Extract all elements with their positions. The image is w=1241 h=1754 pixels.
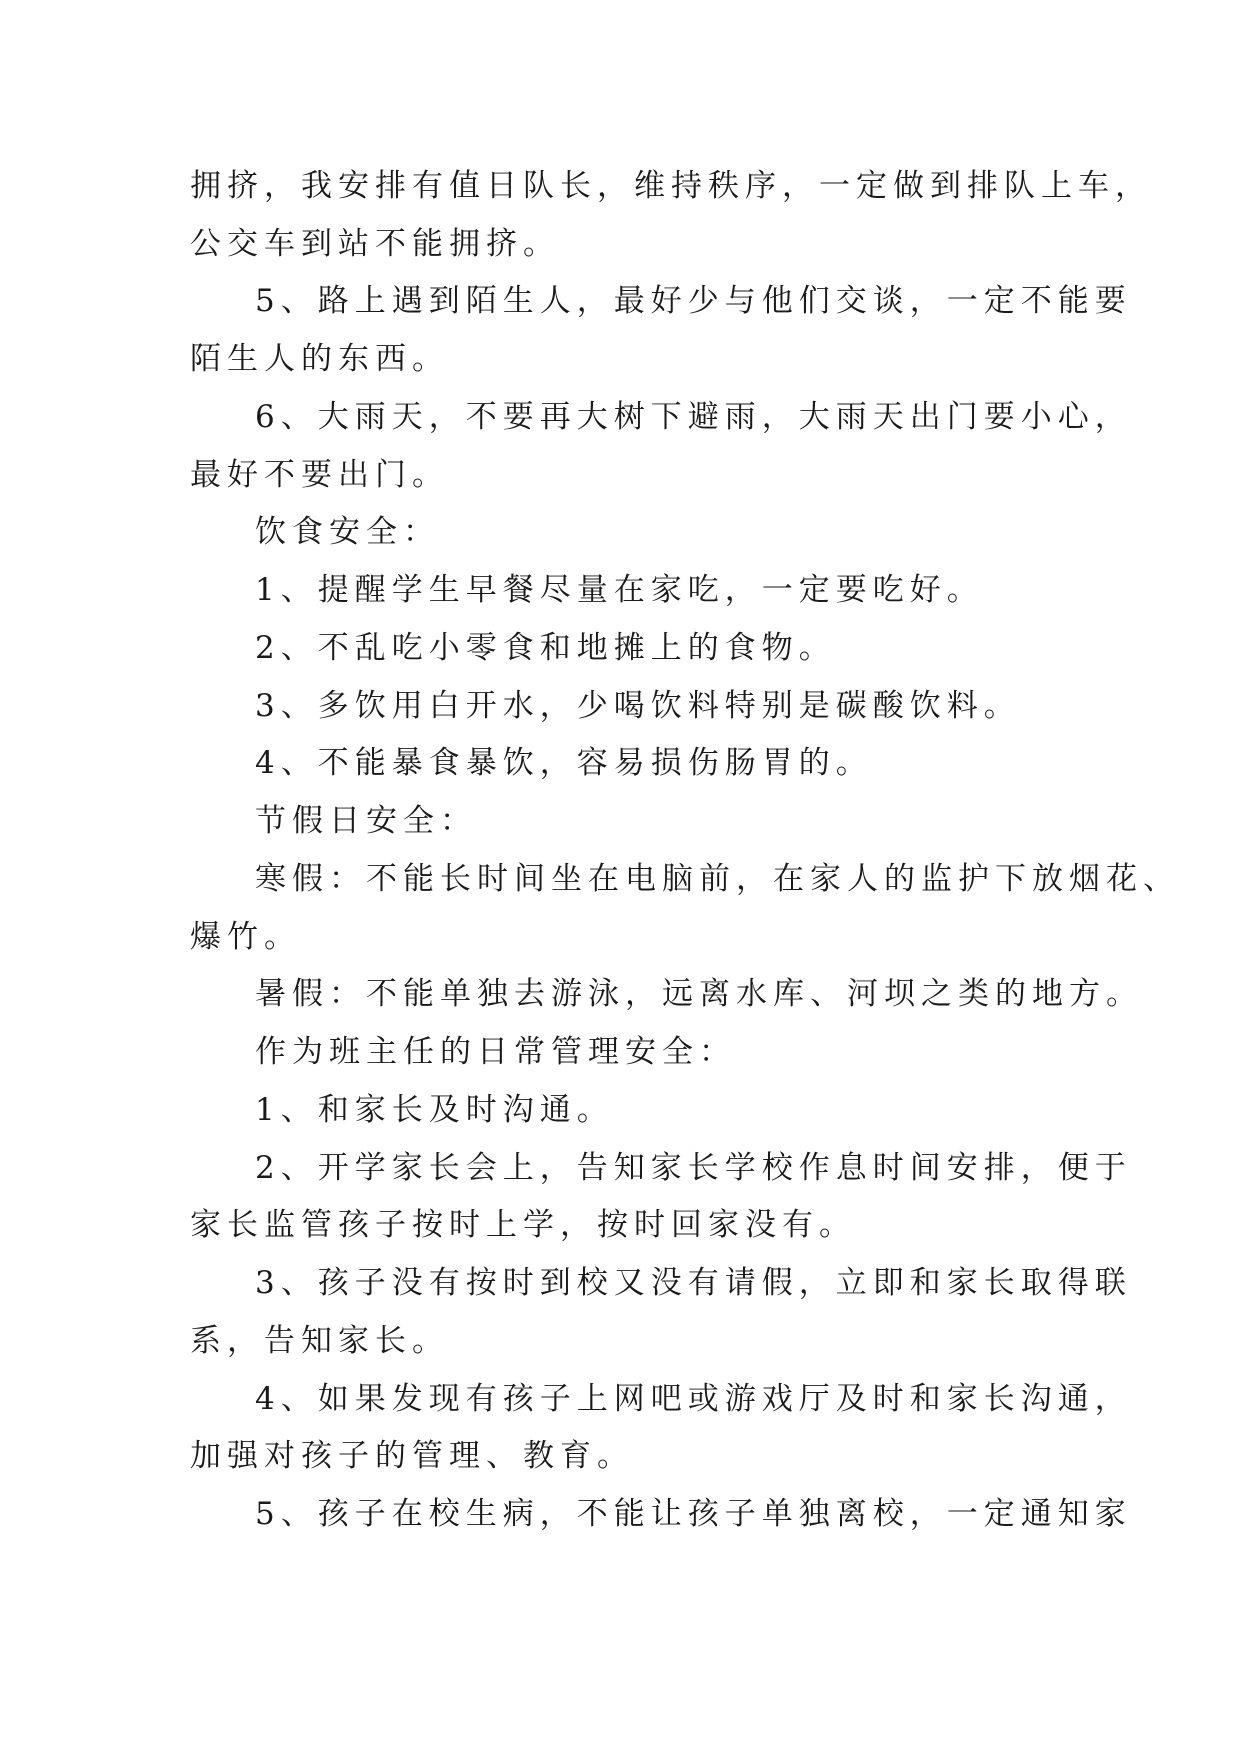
text-line: 2、不乱吃小零食和地摊上的食物。 — [255, 630, 836, 666]
text-line: 1、和家长及时沟通。 — [255, 1092, 614, 1128]
text-line: 4、如果发现有孩子上网吧或游戏厅及时和家长沟通， — [255, 1381, 1132, 1417]
text-line: 暑假：不能单独去游泳，远离水库、河坝之类的地方。 — [255, 976, 1143, 1012]
text-line: 4、不能暴食暴饮，容易损伤肠胃的。 — [255, 745, 873, 781]
text-line: 爆竹。 — [190, 919, 301, 955]
text-line: 寒假：不能长时间坐在电脑前，在家人的监护下放烟花、 — [255, 861, 1180, 897]
text-line: 公交车到站不能拥挤。 — [190, 226, 560, 262]
text-line: 6、大雨天，不要再大树下避雨，大雨天出门要小心， — [255, 399, 1132, 435]
section-heading: 节假日安全： — [255, 803, 477, 839]
text-line: 2、开学家长会上，告知家长学校作息时间安排，便于 — [255, 1150, 1132, 1186]
text-line: 3、多饮用白开水，少喝饮料特别是碳酸饮料。 — [255, 688, 1021, 724]
text-line: 5、路上遇到陌生人，最好少与他们交谈，一定不能要 — [255, 283, 1132, 319]
text-line: 陌生人的东西。 — [190, 341, 449, 377]
text-line: 3、孩子没有按时到校又没有请假，立即和家长取得联 — [255, 1265, 1132, 1301]
text-line: 家长监管孩子按时上学，按时回家没有。 — [190, 1207, 856, 1243]
text-line: 拥挤，我安排有值日队长，维持秩序，一定做到排队上车， — [190, 168, 1152, 204]
text-line: 5、孩子在校生病，不能让孩子单独离校，一定通知家 — [255, 1496, 1132, 1532]
text-line: 最好不要出门。 — [190, 457, 449, 493]
section-heading: 饮食安全： — [255, 514, 440, 550]
section-heading: 作为班主任的日常管理安全： — [255, 1034, 736, 1070]
text-line: 1、提醒学生早餐尽量在家吃，一定要吃好。 — [255, 572, 984, 608]
text-line: 系，告知家长。 — [190, 1323, 449, 1359]
text-line: 加强对孩子的管理、教育。 — [190, 1438, 634, 1474]
